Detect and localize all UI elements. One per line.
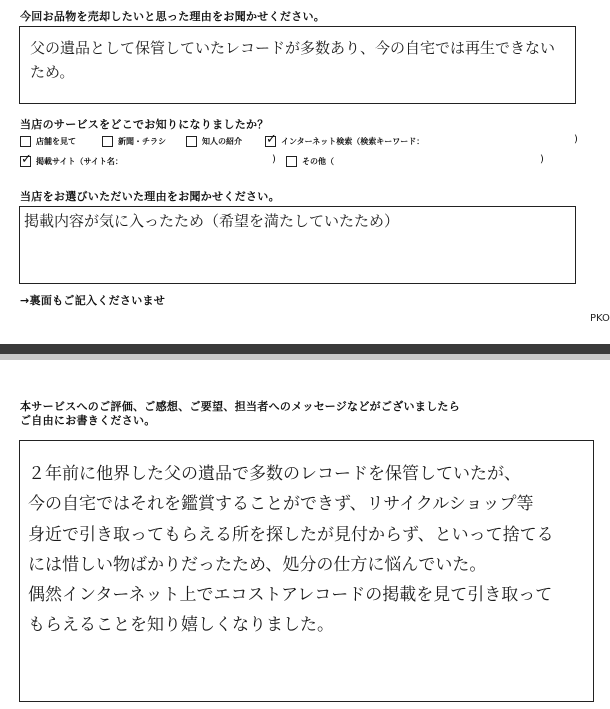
checkbox-newspaper[interactable]: [102, 136, 113, 147]
q4-answer-line: 今の自宅ではそれを鑑賞することができず、リサイクルショップ等: [28, 494, 534, 514]
q4-answer-line: もらえることを知り嬉しくなりました。: [28, 615, 334, 635]
q3-heading: 当店をお選びいただいた理由をお聞かせください。: [20, 190, 280, 203]
option-listing-site[interactable]: [20, 156, 123, 167]
checkbox-other[interactable]: [286, 156, 297, 167]
q2-heading: 当店のサービスをどこでお知りになりましたか？: [20, 118, 269, 131]
option-store[interactable]: [20, 136, 76, 147]
q3-answer-text: 掲載内容が気に入ったため（希望を満たしていたため）: [24, 212, 400, 230]
q1-answer-line1: 父の遺品として保管していたレコードが多数あり、今の自宅では再生できない: [30, 39, 556, 57]
close-paren-2: ): [272, 154, 276, 165]
option-referral-label: 知人の紹介: [202, 137, 242, 146]
page-gap: [0, 354, 610, 360]
reverse-note: →裏面もご記入くださいませ: [20, 294, 166, 307]
page-code: PKO: [590, 313, 610, 324]
q4-heading-line2: ご自由にお書きください。: [20, 414, 156, 427]
q4-answer-line: 身近で引き取ってもらえる所を探したが見付からず、といって捨てる: [28, 525, 554, 545]
checkbox-internet-search[interactable]: [265, 136, 276, 147]
option-internet-search-label: インターネット検索（検索キーワード：: [281, 137, 425, 146]
q4-answer-box[interactable]: [19, 440, 594, 702]
q1-heading: 今回お品物を売却したいと思った理由をお聞かせください。: [20, 10, 326, 23]
q4-answer-line: には惜しい物ばかりだったため、処分の仕方に悩んでいた。: [28, 555, 487, 575]
option-other[interactable]: [286, 156, 334, 167]
q4-heading-line1: 本サービスへのご評価、ご感想、ご要望、担当者へのメッセージなどがございましたら: [20, 400, 461, 413]
page-separator: [0, 344, 610, 354]
checkbox-referral[interactable]: [186, 136, 197, 147]
close-paren-3: ): [540, 154, 544, 165]
close-paren-1: ): [574, 134, 578, 145]
q4-answer-line: 偶然インターネット上でエコストアレコードの掲載を見て引き取って: [28, 585, 553, 605]
q4-answer-line: ２年前に他界した父の遺品で多数のレコードを保管していたが、: [28, 464, 521, 484]
option-other-label: その他（: [302, 157, 334, 166]
option-store-label: 店舗を見て: [36, 137, 76, 146]
checkbox-store[interactable]: [20, 136, 31, 147]
q3-answer-box[interactable]: [19, 206, 576, 284]
option-internet-search[interactable]: [265, 136, 424, 147]
option-newspaper-label: 新聞・チラシ: [118, 137, 166, 146]
option-referral[interactable]: [186, 136, 242, 147]
q1-answer-box[interactable]: [19, 26, 576, 104]
option-newspaper[interactable]: [102, 136, 166, 147]
q1-answer-line2: ため。: [30, 63, 75, 81]
checkbox-listing-site[interactable]: [20, 156, 31, 167]
option-listing-site-label: 掲載サイト（サイト名：: [36, 157, 123, 166]
